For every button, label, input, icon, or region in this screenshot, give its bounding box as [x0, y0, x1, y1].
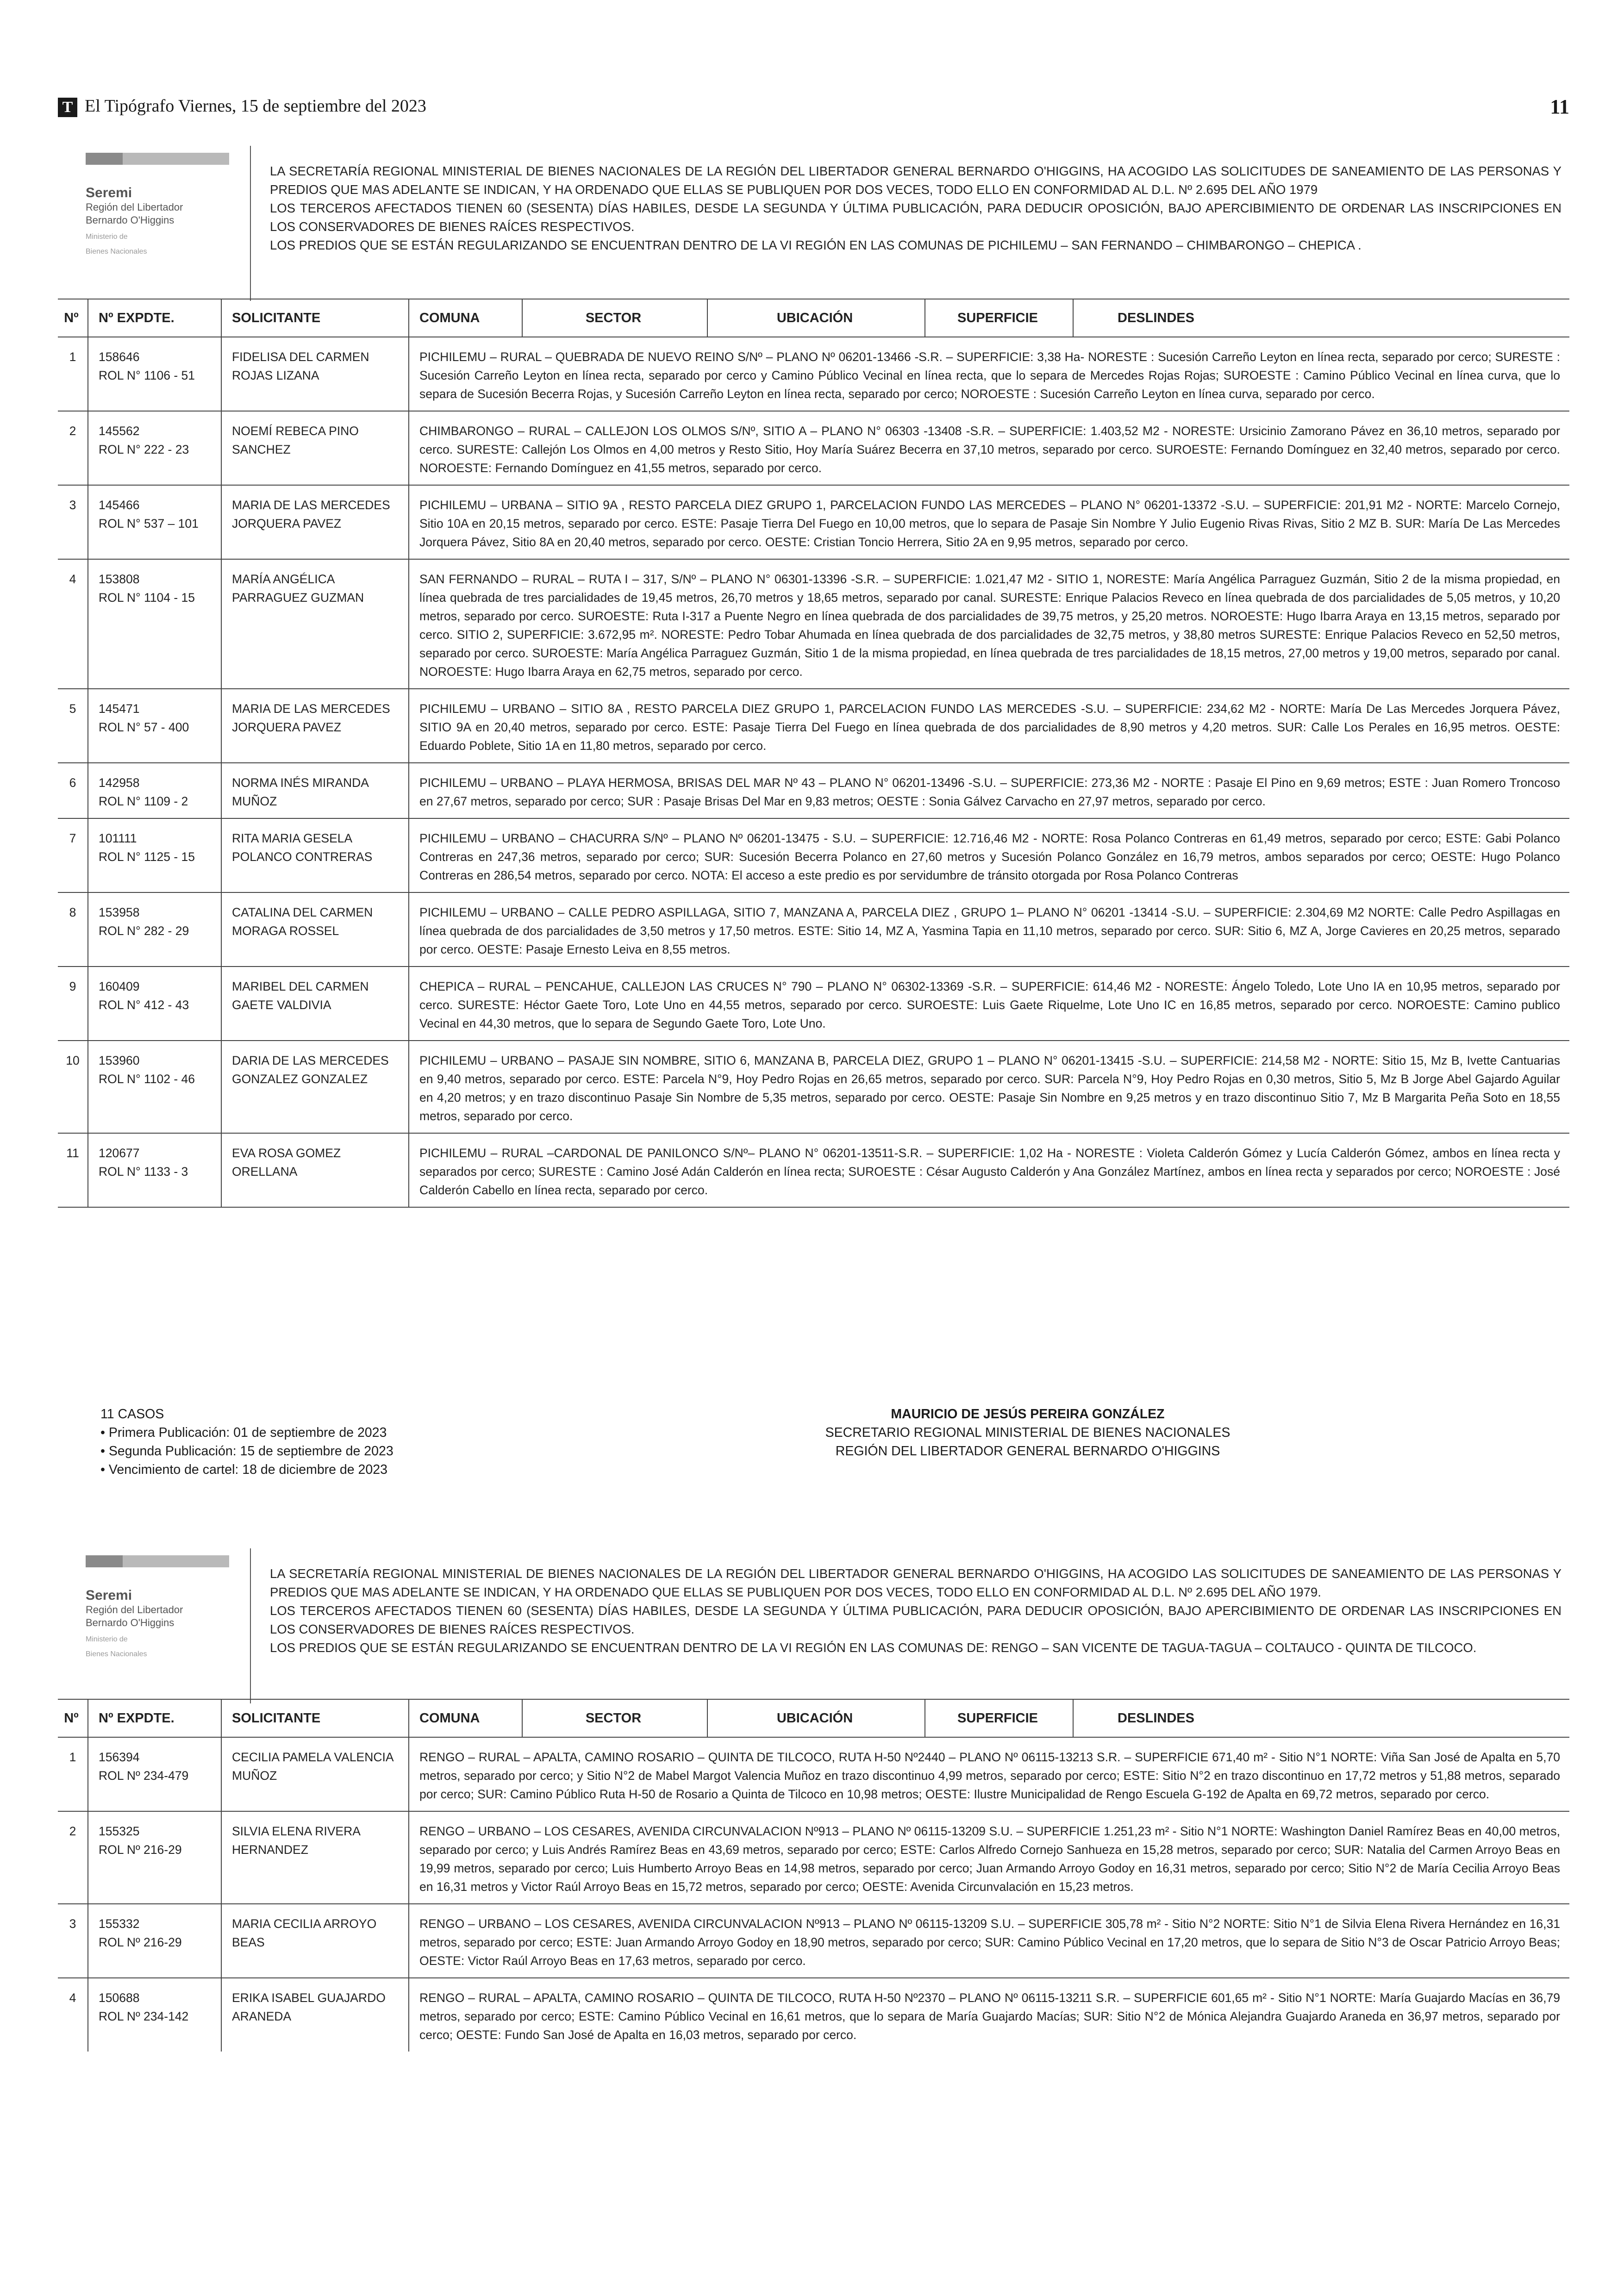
seremi-logo	[86, 153, 285, 256]
intro-paragraph: LOS PREDIOS QUE SE ESTÁN REGULARIZANDO SE ENCUENTRAN DENTRO DE LA VI REGIÓN EN LAS COMUNAS DE PICHILEMU – SAN FERNANDO – CHIMBARONGO – CHEPICA .	[270, 238, 1362, 252]
expediente-number: 145471	[99, 702, 140, 716]
intro-paragraph: LA SECRETARÍA REGIONAL MINISTERIAL DE BIENES NACIONALES DE LA REGIÓN DEL LIBERTADOR GENERAL BERNARDO O'HIGGINS, HA ACOGIDO LAS SOLICITUDES DE SANEAMIENTO DE LAS PERSONAS Y PREDIOS QUE MAS ADELANTE SE INDICAN, Y HA ORDENADO QUE ELLAS SE PUBLIQUEN POR DOS VECES, TODO ELLO EN CONFORMIDAD AL D.L. Nº 2.695 DEL AÑO 1979	[270, 164, 1562, 197]
col-header: SOLICITANTE	[221, 299, 409, 337]
table-row	[58, 1133, 1569, 1207]
rol-number: ROL N° 282 - 29	[99, 924, 189, 938]
row-number: 7	[58, 818, 88, 892]
rol-number: ROL N° 1106 - 51	[99, 368, 195, 382]
divider	[250, 146, 251, 301]
expediente-cell	[88, 1133, 221, 1207]
property-description: PICHILEMU – URBANO – PASAJE SIN NOMBRE, SITIO 6, MANZANA B, PARCELA DIEZ, GRUPO 1 – PLANO N° 06201-13415 -S.U. – SUPERFICIE: 214,58 M2 - NORTE: Sitio 15, Mz B, Ivette Cantuarias en 9,40 metros, separado por cerco. ESTE: Parcela N°9, Hoy Pedro Rojas en 26,65 metros, separado por cerco. SUR: Parcela N°9, Hoy Pedro Rojas en 0,30 metros, Sitio 5, Mz B Jorge Abel Gajardo Aguilar en 4,20 metros; y en trazo discontinuo Pasaje Sin Nombre de 5,35 metros, separado por cerco. OESTE: Pasaje Sin Nombre en 9,25 metros y en trazo discontinuo Sitio 7, Mz B Margarita Peña Soto en 18,55 metros, separado por cerco.	[409, 1041, 1569, 1133]
row-number: 1	[58, 337, 88, 411]
applicant-name: SILVIA ELENA RIVERA HERNANDEZ	[221, 1811, 409, 1904]
applicant-name: MARIA DE LAS MERCEDES JORQUERA PAVEZ	[221, 689, 409, 763]
property-description: CHEPICA – RURAL – PENCAHUE, CALLEJON LAS CRUCES N° 790 – PLANO N° 06302-13369 -S.R. – SUPERFICIE: 614,46 M2 - NORESTE: Ángelo Toledo, Lote Uno IA en 10,95 metros, separado por cerco. SURESTE: Héctor Gaete Toro, Lote Uno en 44,55 metros, separado por cerco. SUROESTE: Luis Gaete Riquelme, Lote Uno IC en 16,85 metros, separado por cerco. NOROESTE: Camino publico Vecinal en 44,30 metros, que lo separa de Segundo Gaete Toro, Lote Uno.	[409, 967, 1569, 1041]
col-header: SUPERFICIE	[925, 299, 1073, 337]
row-number: 3	[58, 485, 88, 559]
rol-number: ROL N° 537 – 101	[99, 517, 199, 530]
schedule-item: • Vencimiento de cartel: 18 de diciembre de 2023	[100, 1460, 394, 1479]
notice-2	[58, 1555, 1569, 2277]
col-header: DESLINDES	[1073, 299, 1569, 337]
expediente-cell	[88, 689, 221, 763]
notice-footer	[58, 1405, 1569, 1497]
table-row	[58, 763, 1569, 818]
expediente-cell	[88, 1978, 221, 2052]
row-number: 4	[69, 1991, 76, 2005]
signer-region: REGIÓN DEL LIBERTADOR GENERAL BERNARDO O'HIGGINS	[835, 1444, 1220, 1459]
signature-block	[796, 1405, 1259, 1460]
expediente-number: 101111	[99, 831, 137, 845]
table-row	[58, 892, 1569, 967]
rol-number: ROL N° 1133 - 3	[99, 1165, 188, 1179]
expediente-cell	[88, 763, 221, 818]
property-description: PICHILEMU – URBANO – CHACURRA S/Nº – PLANO Nº 06201-13475 - S.U. – SUPERFICIE: 12.716,46 M2 - NORTE: Rosa Polanco Contreras en 61,49 metros, separado por cerco; ESTE: Gabi Polanco Contreras en 247,36 metros, separado por cerco; SUR: Sucesión Becerra Polanco en 27,60 metros y Sucesión Polanco González en 16,79 metros, ambos separados por cerco; OESTE: Hugo Polanco Contreras en 286,54 metros, separado por cerco. NOTA: El acceso a este predio es por servidumbre de tránsito otorgada por Rosa Polanco Contreras	[409, 818, 1569, 892]
property-description: RENGO – RURAL – APALTA, CAMINO ROSARIO – QUINTA DE TILCOCO, RUTA H-50 Nº2440 – PLANO Nº 06115-13213 S.R. – SUPERFICIE 671,40 m² - Sitio N°1 NORTE: Viña San José de Apalta en 5,70 metros, separado por cerco; y Sitio N°2 de Mabel Margot Valencia Muñoz en trazo discontinuo 4,99 metros, separado por cerco; ESTE: Sitio N°2 en trazo discontinuo en 17,72 metros y 51,88 metros, separado por cerco; SUR: Camino Público Ruta H-50 de Rosario a Quinta de Tilcoco en 10,98 metros; OESTE: Ilustre Municipalidad de Rengo Escuela G-192 de Apalta en 69,72 metros, separado por cerco.	[409, 1737, 1569, 1811]
property-description: PICHILEMU – RURAL – QUEBRADA DE NUEVO REINO S/Nº – PLANO Nº 06201-13466 -S.R. – SUPERFICIE: 3,38 Ha- NORESTE : Sucesión Carreño Leyton en línea recta, separado por cerco; SURESTE : Sucesión Carreño Leyton en línea recta, separado por cerco y Camino Público Vecinal en línea recta, que lo separa de Mercedes Rojas Rojas; SUROESTE : Camino Público Vecinal en línea curva, que lo separa de Sucesión Becerra Rojas, y Sucesión Carreño Leyton en línea recta, separado por cerco; NOROESTE : Sucesión Carreño Leyton en línea curva, separado por cerco.	[409, 337, 1569, 411]
row-number: 5	[58, 689, 88, 763]
signer-name: MAURICIO DE JESÚS PEREIRA GONZÁLEZ	[891, 1407, 1165, 1422]
rol-number: ROL N° 1109 - 2	[99, 794, 188, 808]
property-description: RENGO – URBANO – LOS CESARES, AVENIDA CIRCUNVALACION Nº913 – PLANO Nº 06115-13209 S.U. – SUPERFICIE 1.251,23 m² - Sitio N°1 NORTE: Washington Daniel Ramírez Beas en 40,00 metros, separado por cerco; y Luis Andrés Ramírez Beas en 43,69 metros, separado por cerco; ESTE: Carlos Alfredo Cornejo Sanhueza en 15,28 metros, separado por cerco; SUR: Natalia del Carmen Arroyo Beas en 19,99 metros, separado por cerco; Luis Humberto Arroyo Beas en 14,98 metros, separado por cerco; Juan Armando Arroyo Godoy en 16,31 metros, separado por cerco; Sitio N°2 de María Cecilia Arroyo Beas en 16,31 metros y Victor Raúl Arroyo Beas en 15,72 metros, separado por cerco; OESTE: Avenida Circunvalación en 15,23 metros.	[409, 1811, 1569, 1904]
col-header: DESLINDES	[1073, 1699, 1569, 1737]
applicant-name: NORMA INÉS MIRANDA MUÑOZ	[221, 763, 409, 818]
logo-bar-icon	[86, 1555, 229, 1567]
table-row	[58, 411, 1569, 485]
rol-number: ROL Nº 234-479	[99, 1769, 189, 1783]
col-header: COMUNA	[409, 1699, 522, 1737]
col-header: Nº	[58, 299, 88, 337]
table-row	[58, 1978, 1569, 2052]
rol-number: ROL N° 57 - 400	[99, 720, 189, 734]
expediente-cell	[88, 1737, 221, 1811]
applicant-name: FIDELISA DEL CARMEN ROJAS LIZANA	[221, 337, 409, 411]
row-number: 6	[58, 763, 88, 818]
property-description: CHIMBARONGO – RURAL – CALLEJON LOS OLMOS S/Nº, SITIO A – PLANO N° 06303 -13408 -S.R. – SUPERFICIE: 1.403,52 M2 - NORESTE: Ursicinio Zamorano Pávez en 36,10 metros, separado por cerco. SURESTE: Callejón Los Olmos en 4,00 metros y Resto Sitio, Hoy María Suárez Becerra en 37,10 metros, separado por cerco. SUROESTE: Fernando Domínguez en 32,40 metros, separado por cerco. NOROESTE: Fernando Domínguez en 41,55 metros, separado por cerco.	[409, 411, 1569, 485]
expediente-cell	[88, 559, 221, 689]
rol-number: ROL N° 222 - 23	[99, 443, 189, 456]
seremi-logo	[86, 1555, 285, 1659]
applicant-name: RITA MARIA GESELA POLANCO CONTRERAS	[221, 818, 409, 892]
rol-number: ROL N° 412 - 43	[99, 998, 189, 1012]
properties-table	[58, 1699, 1569, 2052]
notice-intro	[270, 1565, 1562, 1657]
publication-schedule	[100, 1405, 394, 1479]
expediente-number: 156394	[99, 1750, 140, 1764]
signer-title: SECRETARIO REGIONAL MINISTERIAL DE BIENES NACIONALES	[825, 1425, 1230, 1440]
properties-table	[58, 299, 1569, 1208]
property-description: SAN FERNANDO – RURAL – RUTA I – 317, S/Nº – PLANO N° 06301-13396 -S.R. – SUPERFICIE: 1.021,47 M2 - SITIO 1, NORESTE: María Angélica Parraguez Guzmán, Sitio 2 de la misma propiedad, en línea quebrada de tres parcialidades de 19,45 metros, 26,70 metros y 18,65 metros, separado por canal. SURESTE: Enrique Palacios Reveco en línea quebrada de dos parcialidades de 5,05 metros, y 10,20 metros, separado por cerco. SUROESTE: Ruta I-317 a Puente Negro en línea quebrada de dos parcialidades de 39,75 metros, y 25,20 metros. NOROESTE: Hugo Ibarra Araya en 13,15 metros, separado por cerco. SITIO 2, SUPERFICIE: 3.672,95 m². NORESTE: Pedro Tobar Ahumada en línea quebrada de dos parcialidades de 32,75 metros, y 38,80 metros SURESTE: Enrique Palacios Reveco en 52,50 metros, separado por cerco. SUROESTE: María Angélica Parraguez Guzmán, Sitio 1 de la misma propiedad, en línea quebrada de tres parcialidades de 18,15 metros, 27,00 metros y 19,00 metros, separado por canal. NOROESTE: Hugo Ibarra Araya en 62,75 metros, separado por cerco.	[409, 559, 1569, 689]
expediente-number: 145562	[99, 424, 140, 438]
table-row	[58, 337, 1569, 411]
expediente-number: 142958	[99, 776, 140, 790]
notice-1	[58, 153, 1569, 1384]
table-row	[58, 559, 1569, 689]
rol-number: ROL N° 1125 - 15	[99, 850, 195, 864]
table-row	[58, 689, 1569, 763]
applicant-name: MARIBEL DEL CARMEN GAETE VALDIVIA	[221, 967, 409, 1041]
page-header	[58, 95, 1569, 123]
intro-paragraph: LOS TERCEROS AFECTADOS TIENEN 60 (SESENTA) DÍAS HABILES, DESDE LA SEGUNDA Y ÚLTIMA PUBLICACIÓN, PARA DEDUCIR OPOSICIÓN, BAJO APERCIBIMIENTO DE ORDENAR LAS INSCRIPCIONES EN LOS CONSERVADORES DE BIENES RAÍCES RESPECTIVOS.	[270, 201, 1562, 234]
row-number: 10	[58, 1041, 88, 1133]
table-row	[58, 1904, 1569, 1978]
logo-subtitle-2: Bernardo O'Higgins	[86, 214, 175, 226]
property-description: PICHILEMU – URBANO – PLAYA HERMOSA, BRISAS DEL MAR Nº 43 – PLANO N° 06201-13496 -S.U. – SUPERFICIE: 273,36 M2 - NORTE : Pasaje El Pino en 9,69 metros; ESTE : Juan Romero Troncoso en 27,67 metros, separado por cerco; SUR : Pasaje Brisas Del Mar en 9,83 metros; OESTE : Sonia Gálvez Carvacho en 27,97 metros, separado por cerco.	[409, 763, 1569, 818]
applicant-name: EVA ROSA GOMEZ ORELLANA	[221, 1133, 409, 1207]
col-header: SUPERFICIE	[925, 1699, 1073, 1737]
logo-title: Seremi	[86, 1588, 132, 1603]
col-header: UBICACIÓN	[707, 1699, 925, 1737]
applicant-name: MARIA DE LAS MERCEDES JORQUERA PAVEZ	[221, 485, 409, 559]
property-description: PICHILEMU – RURAL –CARDONAL DE PANILONCO S/Nº– PLANO N° 06201-13511-S.R. – SUPERFICIE: 1,02 Ha - NORESTE : Violeta Calderón Gómez y Lucía Calderón Gómez, ambos en línea recta y separados por cerco; SURESTE : Camino José Adán Calderón en línea recta; SUROESTE : César Augusto Calderón y Ana González Martínez, ambos en línea recta y separados por cerco; NOROESTE : José Calderón Cabello en línea recta, separado por cerco.	[409, 1133, 1569, 1207]
row-number: 8	[58, 892, 88, 967]
expediente-number: 155332	[99, 1917, 140, 1931]
logo-ministry-2: Bienes Nacionales	[86, 248, 147, 256]
expediente-number: 158646	[99, 350, 140, 364]
table-row	[58, 485, 1569, 559]
col-header: SECTOR	[522, 1699, 707, 1737]
divider	[250, 1548, 251, 1703]
row-number: 2	[58, 1811, 88, 1904]
expediente-cell	[88, 1811, 221, 1904]
rol-number: ROL N° 1104 - 15	[99, 591, 195, 605]
table-row	[58, 1811, 1569, 1904]
schedule-item: • Primera Publicación: 01 de septiembre de 2023	[100, 1423, 394, 1442]
logo-ministry-2: Bienes Nacionales	[86, 1650, 147, 1658]
applicant-name: MARÍA ANGÉLICA PARRAGUEZ GUZMAN	[221, 559, 409, 689]
logo-ministry-1: Ministerio de	[86, 233, 128, 241]
row-number: 1	[58, 1737, 88, 1811]
col-header: Nº EXPDTE.	[88, 1699, 221, 1737]
expediente-cell	[88, 967, 221, 1041]
logo-bar-icon	[86, 153, 229, 165]
applicant-name: MARIA CECILIA ARROYO BEAS	[221, 1904, 409, 1978]
applicant-name: ERIKA ISABEL GUAJARDO ARANEDA	[221, 1978, 409, 2052]
row-number: 2	[58, 411, 88, 485]
rol-number: ROL Nº 216-29	[99, 1935, 182, 1949]
row-number: 9	[58, 967, 88, 1041]
expediente-number: 150688	[99, 1991, 140, 2005]
row-number: 3	[58, 1904, 88, 1978]
table-row	[58, 1737, 1569, 1811]
intro-paragraph: LOS PREDIOS QUE SE ESTÁN REGULARIZANDO SE ENCUENTRAN DENTRO DE LA VI REGIÓN EN LAS COMUNAS DE: RENGO – SAN VICENTE DE TAGUA-TAGUA – COLTAUCO - QUINTA DE TILCOCO.	[270, 1640, 1477, 1655]
col-header: Nº EXPDTE.	[88, 299, 221, 337]
logo-title: Seremi	[86, 185, 132, 200]
expediente-number: 153960	[99, 1054, 140, 1067]
schedule-item: • Segunda Publicación: 15 de septiembre de 2023	[100, 1442, 394, 1460]
property-description: PICHILEMU – URBANO – CALLE PEDRO ASPILLAGA, SITIO 7, MANZANA A, PARCELA DIEZ , GRUPO 1– PLANO N° 06201 -13414 -S.U. – SUPERFICIE: 2.304,69 M2 NORTE: Calle Pedro Aspillagas en línea quebrada de dos parcialidades de 3,50 metros y 17,50 metros. ESTE: Sitio 14, MZ A, Yasmina Tapia en 11,10 metros, separado por cerco. SUR: Sitio 6, MZ A, Jorge Cavieres en 20,25 metros, separado por cerco. OESTE: Pasaje Ernesto Leiva en 8,55 metros.	[409, 892, 1569, 967]
row-number: 4	[58, 559, 88, 689]
table-header-row	[58, 1699, 1569, 1737]
expediente-number: 153958	[99, 905, 140, 919]
col-header: Nº	[58, 1699, 88, 1737]
table-row	[58, 967, 1569, 1041]
cases-count: 11 CASOS	[100, 1407, 164, 1422]
expediente-number: 155325	[99, 1824, 140, 1838]
row-number: 11	[58, 1133, 88, 1207]
applicant-name: CATALINA DEL CARMEN MORAGA ROSSEL	[221, 892, 409, 967]
notice-intro	[270, 162, 1562, 255]
col-header: SOLICITANTE	[221, 1699, 409, 1737]
expediente-cell	[88, 337, 221, 411]
newspaper-logo-icon: T	[58, 98, 77, 117]
table-header-row	[58, 299, 1569, 337]
expediente-cell	[88, 892, 221, 967]
property-description: PICHILEMU – URBANA – SITIO 9A , RESTO PARCELA DIEZ GRUPO 1, PARCELACION FUNDO LAS MERCEDES – PLANO N° 06201-13372 -S.U. – SUPERFICIE: 201,91 M2 - NORTE: Marcelo Cornejo, Sitio 10A en 20,15 metros, separado por cerco. ESTE: Pasaje Tierra Del Fuego en 10,00 metros, que lo separa de Pasaje Sin Nombre Y Julio Eugenio Rivas Rivas, Sitio 2 MZ B. SUR: María De Las Mercedes Jorquera Pávez, Sitio 8A en 20,40 metros, separado por cerco. OESTE: Cristian Toncio Herrera, Sitio 2A en 9,95 metros, separado por cerco.	[409, 485, 1569, 559]
col-header: SECTOR	[522, 299, 707, 337]
expediente-number: 160409	[99, 979, 140, 993]
logo-subtitle-1: Región del Libertador	[86, 201, 183, 213]
expediente-number: 145466	[99, 498, 140, 512]
expediente-number: 120677	[99, 1146, 140, 1160]
intro-paragraph: LOS TERCEROS AFECTADOS TIENEN 60 (SESENTA) DÍAS HABILES, DESDE LA SEGUNDA Y ÚLTIMA PUBLICACIÓN, PARA DEDUCIR OPOSICIÓN, BAJO APERCIBIMIENTO DE ORDENAR LAS INSCRIPCIONES EN LOS CONSERVADORES DE BIENES RAÍCES RESPECTIVOS.	[270, 1603, 1562, 1636]
property-description: PICHILEMU – URBANO – SITIO 8A , RESTO PARCELA DIEZ GRUPO 1, PARCELACION FUNDO LAS MERCEDES -S.U. – SUPERFICIE: 234,62 M2 - NORTE: María De Las Mercedes Jorquera Pávez, SITIO 9A en 20,40 metros, separado por cerco. ESTE: Pasaje Tierra Del Fuego en línea quebrada de dos parcialidades de 8,90 metros y 4,20 metros. SUR: Calle Los Perales en 16,95 metros. OESTE: Eduardo Poblete, Sitio 1A en 11,80 metros, separado por cerco.	[409, 689, 1569, 763]
property-description: RENGO – URBANO – LOS CESARES, AVENIDA CIRCUNVALACION Nº913 – PLANO Nº 06115-13209 S.U. – SUPERFICIE 305,78 m² - Sitio N°2 NORTE: Sitio N°1 de Silvia Elena Rivera Hernández en 16,31 metros, separado por cerco; ESTE: Juan Armando Arroyo Godoy en 18,90 metros, separado por cerco; SUR: Camino Público Vecinal en 17,20 metros, que lo separa de Sitio N°3 de Oscar Patricio Arroyo Beas; OESTE: Victor Raúl Arroyo Beas en 17,63 metros, separado por cerco.	[409, 1904, 1569, 1978]
applicant-name: NOEMÍ REBECA PINO SANCHEZ	[221, 411, 409, 485]
expediente-cell	[88, 818, 221, 892]
expediente-cell	[88, 1904, 221, 1978]
intro-paragraph: LA SECRETARÍA REGIONAL MINISTERIAL DE BIENES NACIONALES DE LA REGIÓN DEL LIBERTADOR GENERAL BERNARDO O'HIGGINS, HA ACOGIDO LAS SOLICITUDES DE SANEAMIENTO DE LAS PERSONAS Y PREDIOS QUE MAS ADELANTE SE INDICAN, Y HA ORDENADO QUE ELLAS SE PUBLIQUEN POR DOS VECES, TODO ELLO EN CONFORMIDAD AL D.L. Nº 2.695 DEL AÑO 1979.	[270, 1566, 1562, 1599]
rol-number: ROL Nº 216-29	[99, 1843, 182, 1857]
col-header: COMUNA	[409, 299, 522, 337]
applicant-name: CECILIA PAMELA VALENCIA MUÑOZ	[221, 1737, 409, 1811]
applicant-name: DARIA DE LAS MERCEDES GONZALEZ GONZALEZ	[221, 1041, 409, 1133]
rol-number: ROL Nº 234-142	[99, 2009, 189, 2023]
col-header: UBICACIÓN	[707, 299, 925, 337]
table-row	[58, 818, 1569, 892]
rol-number: ROL N° 1102 - 46	[99, 1072, 195, 1086]
logo-ministry-1: Ministerio de	[86, 1635, 128, 1643]
expediente-cell	[88, 411, 221, 485]
page-number: 11	[1550, 95, 1569, 118]
expediente-cell	[88, 1041, 221, 1133]
property-description: RENGO – RURAL – APALTA, CAMINO ROSARIO – QUINTA DE TILCOCO, RUTA H-50 Nº2370 – PLANO Nº 06115-13211 S.R. – SUPERFICIE 601,65 m² - Sitio N°1 NORTE: María Guajardo Macías en 36,79 metros, separado por cerco; ESTE: Camino Público Vecinal en 16,61 metros, que lo separa de María Guajardo Macías; SUR: Sitio N°2 de Mónica Alejandra Guajardo Araneda en 36,97 metros, separado por cerco; OESTE: Fundo San José de Apalta en 16,03 metros, separado por cerco.	[409, 1978, 1569, 2052]
logo-subtitle-2: Bernardo O'Higgins	[86, 1617, 175, 1628]
expediente-cell	[88, 485, 221, 559]
logo-subtitle-1: Región del Libertador	[86, 1604, 183, 1615]
table-row	[58, 1041, 1569, 1133]
publication-info: El Tipógrafo Viernes, 15 de septiembre del 2023	[85, 96, 426, 116]
expediente-number: 153808	[99, 572, 140, 586]
